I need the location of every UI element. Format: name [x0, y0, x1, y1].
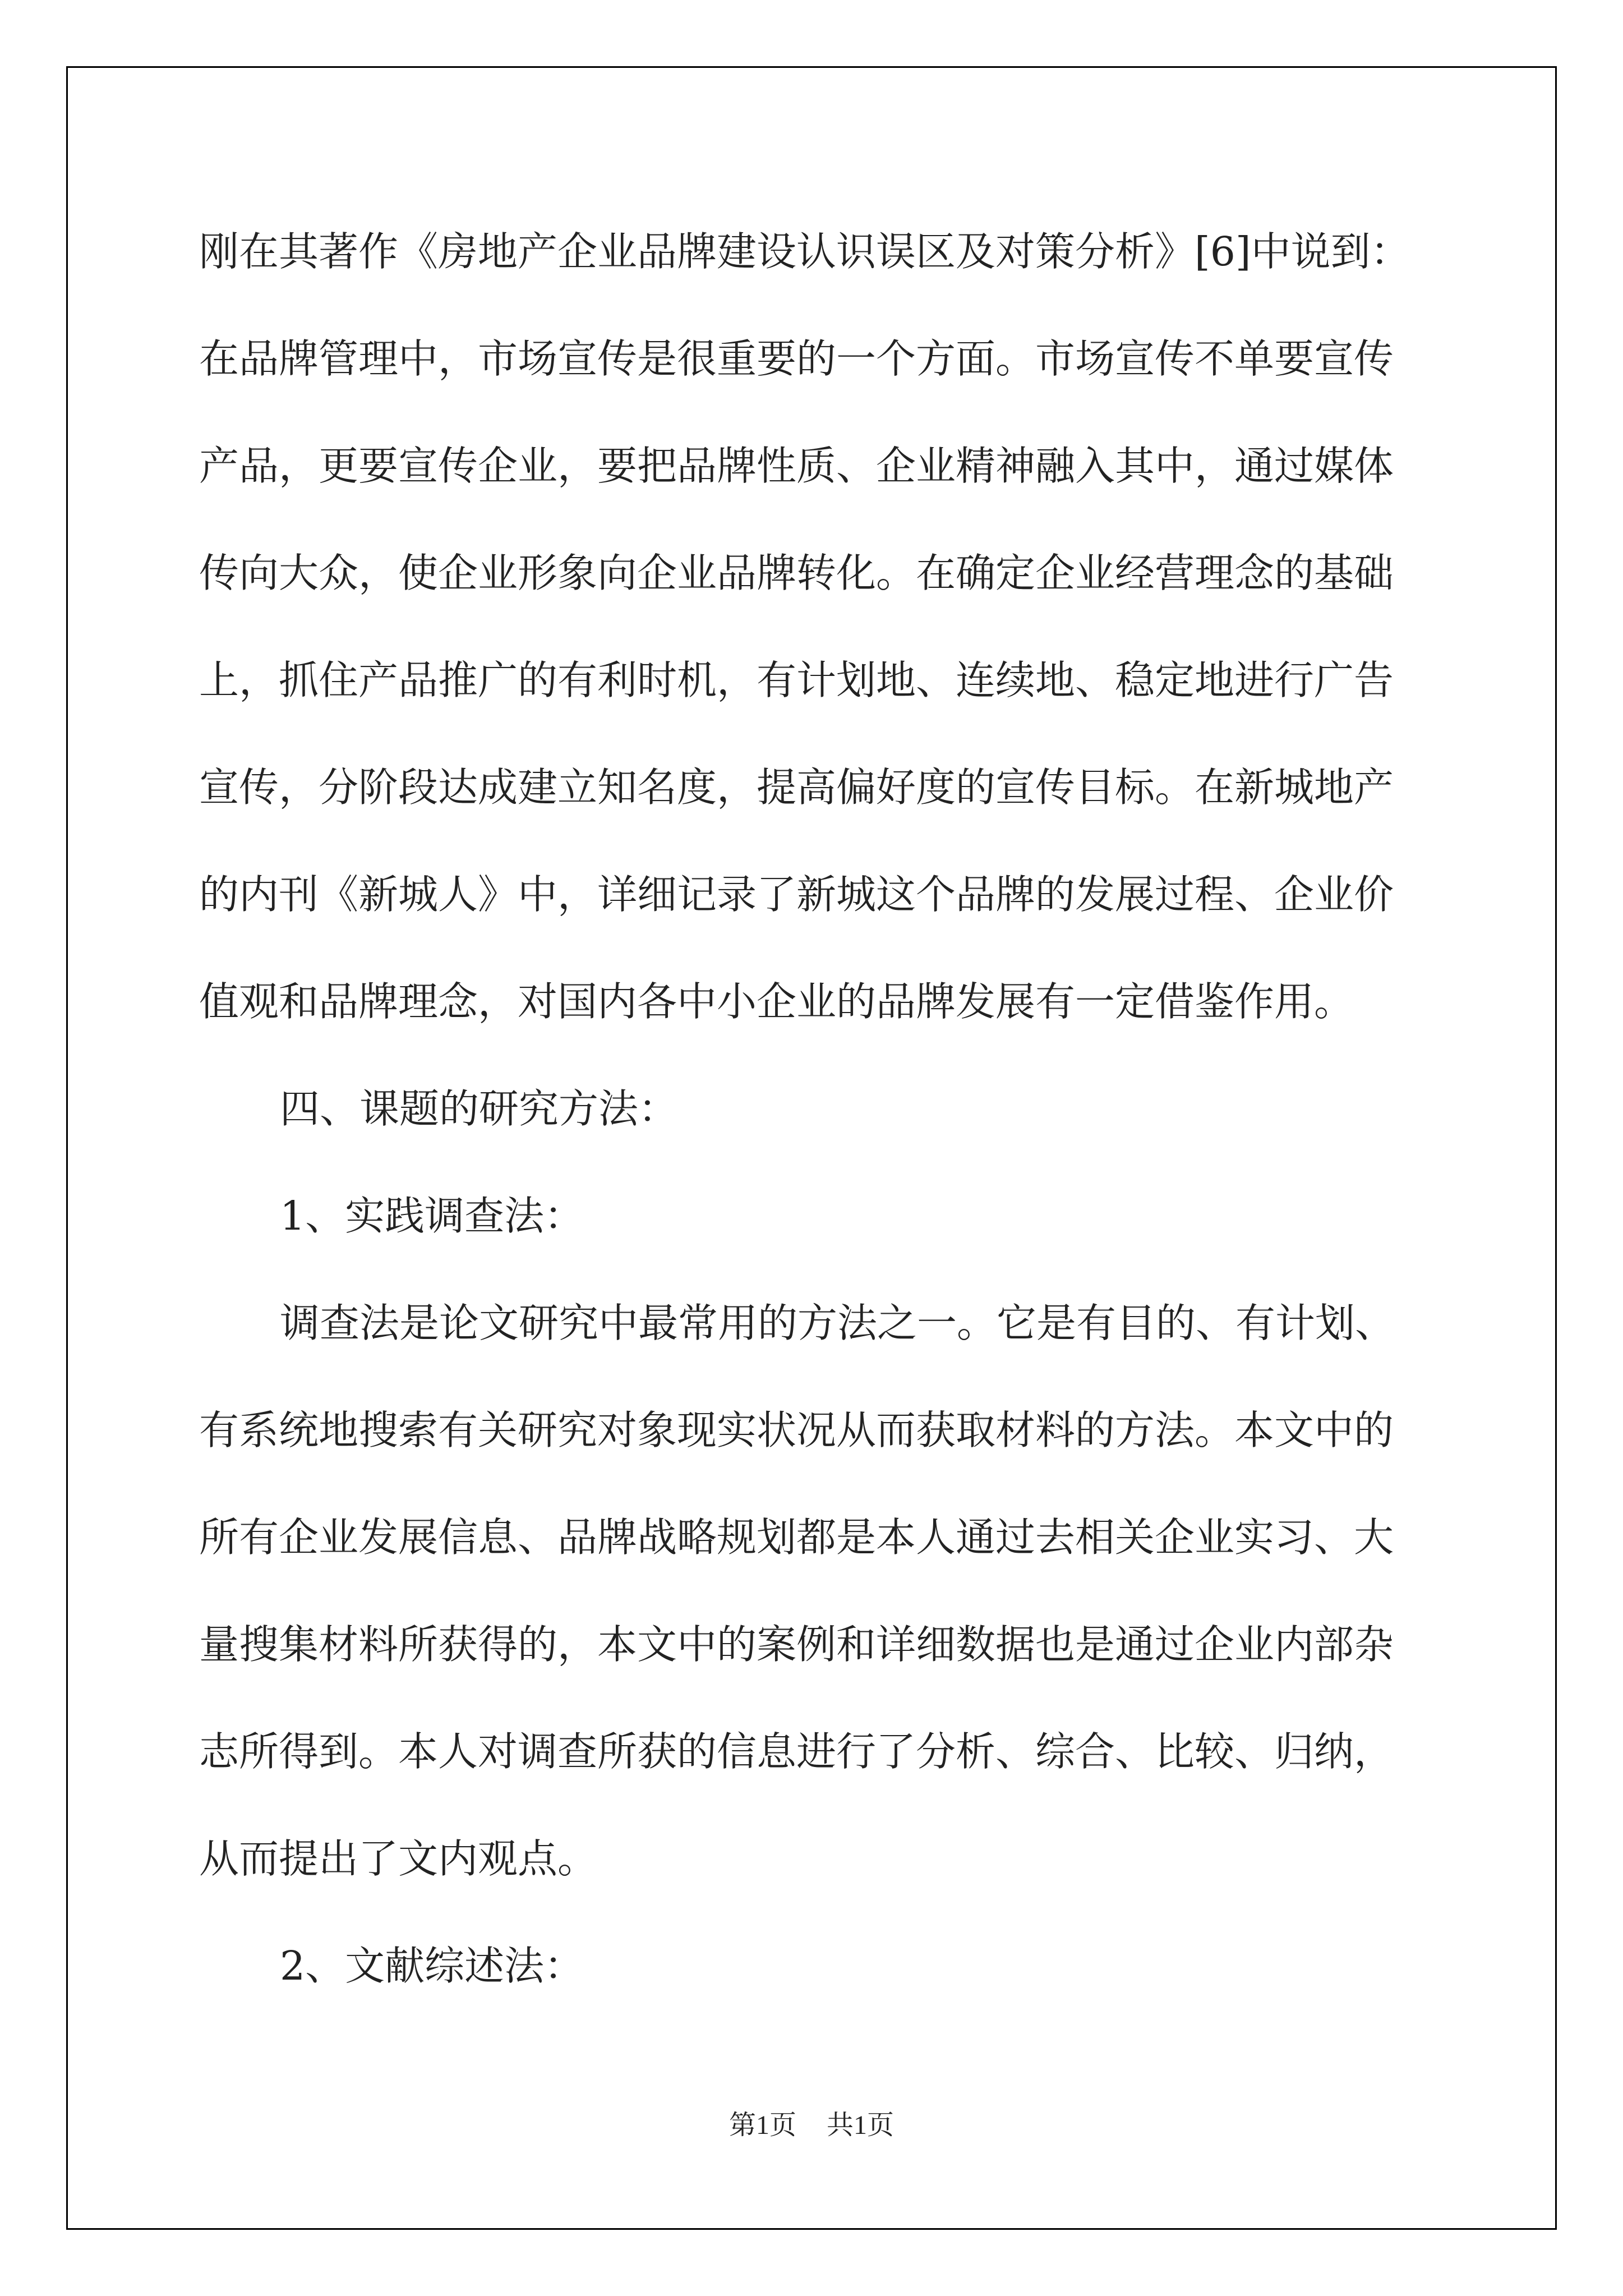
- body-text-line: 在品牌管理中，市场宣传是很重要的一个方面。市场宣传不单要宣传: [199, 335, 1394, 382]
- body-text-line: 所有企业发展信息、品牌战略规划都是本人通过去相关企业实习、大: [199, 1514, 1394, 1561]
- body-text-line: 刚在其著作《房地产企业品牌建设认识误区及对策分析》[6]中说到：: [199, 228, 1410, 275]
- body-text-line: 上，抓住产品推广的有利时机，有计划地、连续地、稳定地进行广告: [199, 657, 1394, 703]
- body-text-line: 产品，更要宣传企业，要把品牌性质、企业精神融入其中，通过媒体: [199, 443, 1394, 489]
- body-text-line: 值观和品牌理念，对国内各中小企业的品牌发展有一定借鉴作用。: [199, 978, 1354, 1025]
- body-text-line: 量搜集材料所获得的，本文中的案例和详细数据也是通过企业内部杂: [199, 1621, 1394, 1668]
- section-heading: 四、课题的研究方法：: [280, 1085, 679, 1132]
- body-text-line: 从而提出了文内观点。: [199, 1835, 598, 1882]
- body-text-line: 宣传，分阶段达成建立知名度，提高偏好度的宣传目标。在新城地产: [199, 764, 1394, 811]
- body-text-line: 志所得到。本人对调查所获的信息进行了分析、综合、比较、归纳，: [199, 1728, 1394, 1775]
- body-text-line: 的内刊《新城人》中，详细记录了新城这个品牌的发展过程、企业价: [199, 871, 1394, 918]
- subsection-heading: 1、实践调查法：: [280, 1193, 584, 1239]
- page-footer: [0, 2109, 1623, 2142]
- page-border: [66, 66, 1557, 2230]
- body-text-line: 传向大众，使企业形象向企业品牌转化。在确定企业经营理念的基础: [199, 550, 1394, 596]
- body-text-line: 有系统地搜索有关研究对象现实状况从而获取材料的方法。本文中的: [199, 1407, 1394, 1453]
- page-number-current: 第1页: [728, 2110, 796, 2140]
- body-text-line: 调查法是论文研究中最常用的方法之一。它是有目的、有计划、: [280, 1300, 1395, 1346]
- subsection-heading: 2、文献综述法：: [280, 1943, 584, 1989]
- page-number-total: 共1页: [827, 2110, 895, 2140]
